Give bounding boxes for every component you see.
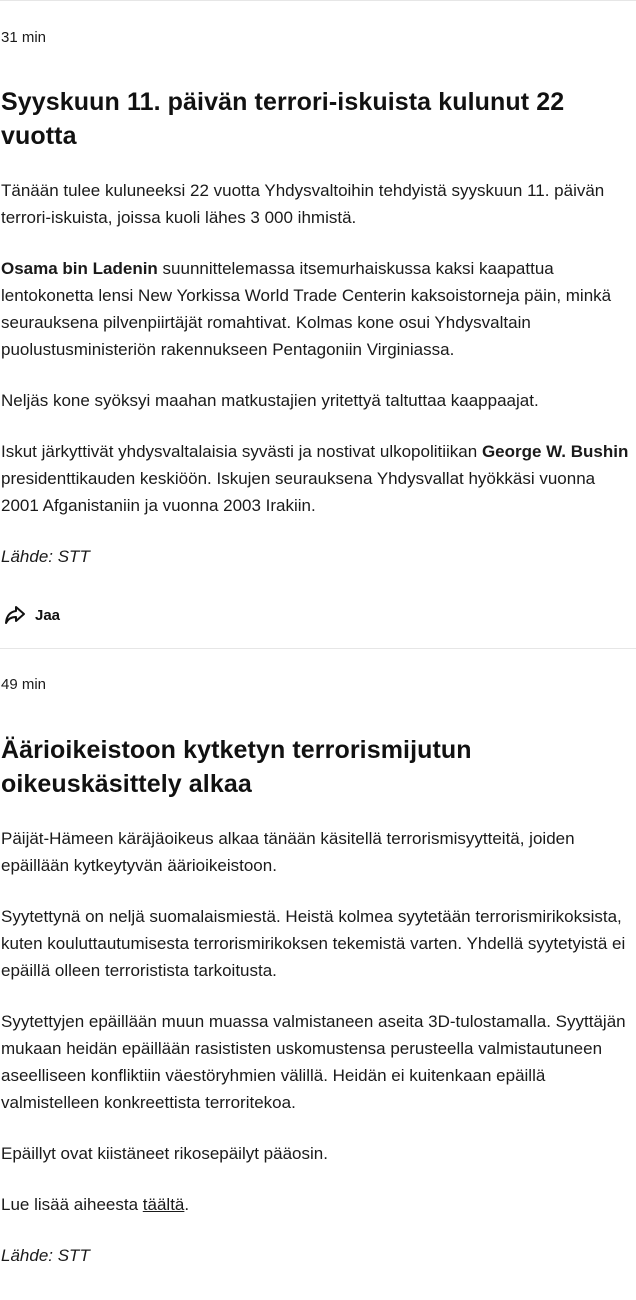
entry-paragraph: Tänään tulee kuluneeksi 22 vuotta Yhdysvaltoihin tehdyistä syyskuun 11. päivän terrori-iskuista, joissa kuoli lähes 3 000 ihmistä. [1,181,605,227]
entry-paragraph: Neljäs kone syöksyi maahan matkustajien yritettyä taltuttaa kaappaajat. [1,391,539,410]
entry-paragraph [1,438,635,519]
live-feed-entry [0,649,635,1269]
entry-source: Lähde: STT [1,1246,90,1265]
share-icon [3,603,27,627]
paragraph-text: Lue lisää aiheesta [1,1195,143,1214]
entry-paragraph: Päijät-Hämeen käräjäoikeus alkaa tänään käsitellä terrorismisyytteitä, joiden epäillään kytkeytyvän äärioikeistoon. [1,829,575,875]
entry-paragraph: Epäillyt ovat kiistäneet rikosepäilyt pääosin. [1,1144,328,1163]
entry-headline: Äärioikeistoon kytketyn terrorismijutun oikeuskäsittely alkaa [1,736,472,798]
entry-timestamp: 31 min [1,29,47,46]
entry-paragraph [1,1191,635,1218]
entry-paragraph: Syytettynä on neljä suomalaismiestä. Heistä kolmea syytetään terrorismirikoksista, kuten kouluttautumisesta terrorismirikoksen tekemistä varten. Yhdellä syytetyistä ei epäillä olleen terroristista tarkoitusta. [1,907,626,980]
read-more-link[interactable]: täältä [142,1195,185,1214]
entry-paragraph [1,255,635,363]
paragraph-text: presidenttikauden keskiöön. Iskujen seurauksena Yhdysvallat hyökkäsi vuonna 2001 Afganistaniin ja vuonna 2003 Irakiin. [1,469,596,515]
bold-name: George W. Bushin [481,442,629,461]
entry-paragraph: Syytettyjen epäillään muun muassa valmistaneen aseita 3D-tulostamalla. Syyttäjän mukaan heidän epäillään rasististen uskomustensa perusteella valmistautuneen aseelliseen konfliktiin väestöryhmien välillä. Heidän ei kuitenkaan epäillä valmistelleen konkreettista terroritekoa. [1,1012,626,1112]
paragraph-text: . [184,1195,190,1214]
entry-source: Lähde: STT [1,547,90,566]
bold-name: Osama bin Ladenin [1,259,158,278]
entry-timestamp: 49 min [1,676,47,693]
live-feed-entry [0,1,635,628]
paragraph-text: Iskut järkyttivät yhdysvaltalaisia syvästi ja nostivat ulkopolitiikan [1,442,482,461]
share-label: Jaa [35,606,61,624]
paragraph-text: suunnittelemassa itsemurhaiskussa kaksi kaapattua lentokonetta lensi New Yorkissa World Trade Centerin kaksoistorneja päin, minkä seurauksena pilvenpiirtäjät romahtivat. Kolmas kone osui Yhdysvaltain puolustusministeriön rakennukseen Pentagoniin Virginiassa. [1,259,612,359]
share-button[interactable] [1,602,635,628]
entry-headline: Syyskuun 11. päivän terrori-iskuista kulunut 22 vuotta [1,88,565,150]
